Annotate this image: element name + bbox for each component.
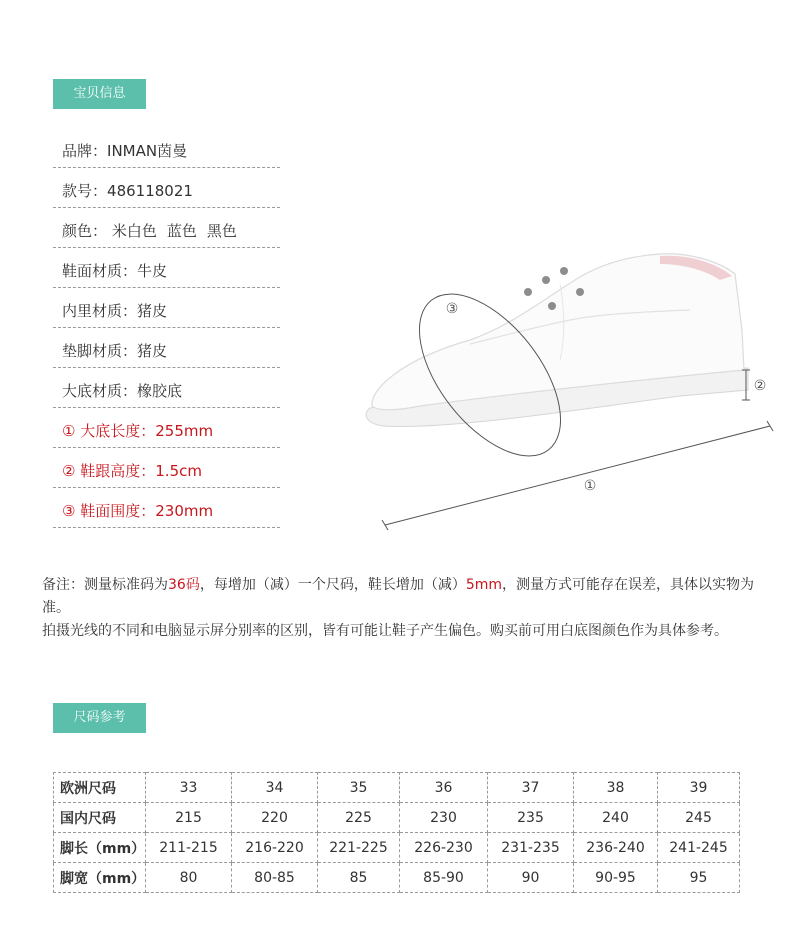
separator: ： — [92, 222, 108, 240]
brand-value: INMAN茵曼 — [107, 142, 188, 160]
product-info-list — [53, 128, 280, 528]
girth-marker: ③ — [445, 301, 459, 317]
upper-material-value: 牛皮 — [137, 262, 168, 280]
separator: ： — [122, 302, 138, 320]
table-cell: 245 — [658, 803, 740, 833]
color-option: 米白色 — [111, 222, 157, 240]
upper-girth-label: 鞋面围度 — [80, 502, 141, 520]
info-row-lining-material — [53, 288, 280, 328]
info-row-upper-material — [53, 248, 280, 288]
table-cell: 34 — [232, 773, 318, 803]
info-row-color — [53, 208, 280, 248]
color-option: 黑色 — [206, 222, 237, 240]
size-reference-tag: 尺码参考 — [53, 703, 146, 733]
heel-height-marker: ② — [753, 378, 767, 394]
table-row — [54, 863, 740, 893]
table-cell: 85-90 — [400, 863, 488, 893]
product-info-tag: 宝贝信息 — [53, 79, 146, 109]
sole-length-measure-line — [385, 426, 770, 525]
table-cell: 226-230 — [400, 833, 488, 863]
separator: ： — [92, 142, 108, 160]
color-label: 颜色 — [62, 222, 93, 240]
table-cell: 236-240 — [574, 833, 658, 863]
row-header: 国内尺码 — [54, 803, 146, 833]
notes-text: ，每增加（减）一个尺码，鞋长增加（减） — [199, 577, 466, 593]
insole-material-value: 猪皮 — [137, 342, 168, 360]
notes-text: 备注：测量标准码为 — [42, 577, 168, 593]
table-row — [54, 773, 740, 803]
standard-size: 36码 — [168, 577, 200, 593]
table-cell: 220 — [232, 803, 318, 833]
table-cell: 221-225 — [318, 833, 400, 863]
info-row-insole-material — [53, 328, 280, 368]
insole-material-label: 垫脚材质 — [62, 342, 123, 360]
table-cell: 37 — [488, 773, 574, 803]
sole-length-marker: ① — [583, 478, 597, 494]
table-cell: 90-95 — [574, 863, 658, 893]
table-row — [54, 833, 740, 863]
table-cell: 95 — [658, 863, 740, 893]
color-option: 蓝色 — [166, 222, 197, 240]
notes-line-1 — [42, 574, 762, 620]
separator: ： — [122, 342, 138, 360]
table-cell: 230 — [400, 803, 488, 833]
table-cell: 33 — [146, 773, 232, 803]
table-cell: 39 — [658, 773, 740, 803]
table-cell: 90 — [488, 863, 574, 893]
separator: ： — [140, 502, 156, 520]
lining-material-value: 猪皮 — [137, 302, 168, 320]
lining-material-label: 内里材质 — [62, 302, 123, 320]
sole-length-value: 255mm — [155, 422, 214, 440]
row-header: 欧洲尺码 — [54, 773, 146, 803]
info-row-brand — [53, 128, 280, 168]
table-cell: 231-235 — [488, 833, 574, 863]
row-header: 脚宽（mm） — [54, 863, 146, 893]
table-cell: 240 — [574, 803, 658, 833]
brand-label: 品牌 — [62, 142, 93, 160]
measure-marker: ② — [62, 462, 76, 480]
separator: ： — [92, 182, 108, 200]
table-cell: 80 — [146, 863, 232, 893]
notes — [42, 574, 762, 643]
row-header: 脚长（mm） — [54, 833, 146, 863]
separator: ： — [140, 462, 156, 480]
table-cell: 225 — [318, 803, 400, 833]
table-cell: 38 — [574, 773, 658, 803]
info-row-style-number — [53, 168, 280, 208]
heel-height-value: 1.5cm — [155, 462, 202, 480]
heel-height-label: 鞋跟高度 — [80, 462, 141, 480]
info-row-upper-girth — [53, 488, 280, 528]
table-cell: 211-215 — [146, 833, 232, 863]
upper-girth-value: 230mm — [155, 502, 214, 520]
upper-material-label: 鞋面材质 — [62, 262, 123, 280]
table-cell: 36 — [400, 773, 488, 803]
sole-material-label: 大底材质 — [62, 382, 123, 400]
size-table — [53, 772, 740, 893]
notes-line-2: 拍摄光线的不同和电脑显示屏分别率的区别，皆有可能让鞋子产生偏色。购买前可用白底图颜色作为具体参考。 — [42, 623, 728, 639]
table-cell: 35 — [318, 773, 400, 803]
info-row-heel-height — [53, 448, 280, 488]
shoe-image — [366, 254, 748, 427]
measure-marker: ③ — [62, 502, 76, 520]
separator: ： — [140, 422, 156, 440]
table-cell: 216-220 — [232, 833, 318, 863]
style-number-label: 款号 — [62, 182, 93, 200]
table-cell: 235 — [488, 803, 574, 833]
measure-marker: ① — [62, 422, 76, 440]
sole-length-label: 大底长度 — [80, 422, 141, 440]
table-cell: 215 — [146, 803, 232, 833]
info-row-sole-length — [53, 408, 280, 448]
style-number-value: 486118021 — [107, 182, 193, 200]
notes-text: ，测量方式可能存在误差，具体以实物为准。 — [42, 577, 755, 616]
table-cell: 80-85 — [232, 863, 318, 893]
info-row-sole-material — [53, 368, 280, 408]
table-row — [54, 803, 740, 833]
table-cell: 241-245 — [658, 833, 740, 863]
separator: ： — [122, 382, 138, 400]
shoe-measurement-diagram — [360, 240, 780, 540]
sole-material-value: 橡胶底 — [137, 382, 183, 400]
table-cell: 85 — [318, 863, 400, 893]
separator: ： — [122, 262, 138, 280]
size-increment: 5mm — [465, 577, 503, 593]
